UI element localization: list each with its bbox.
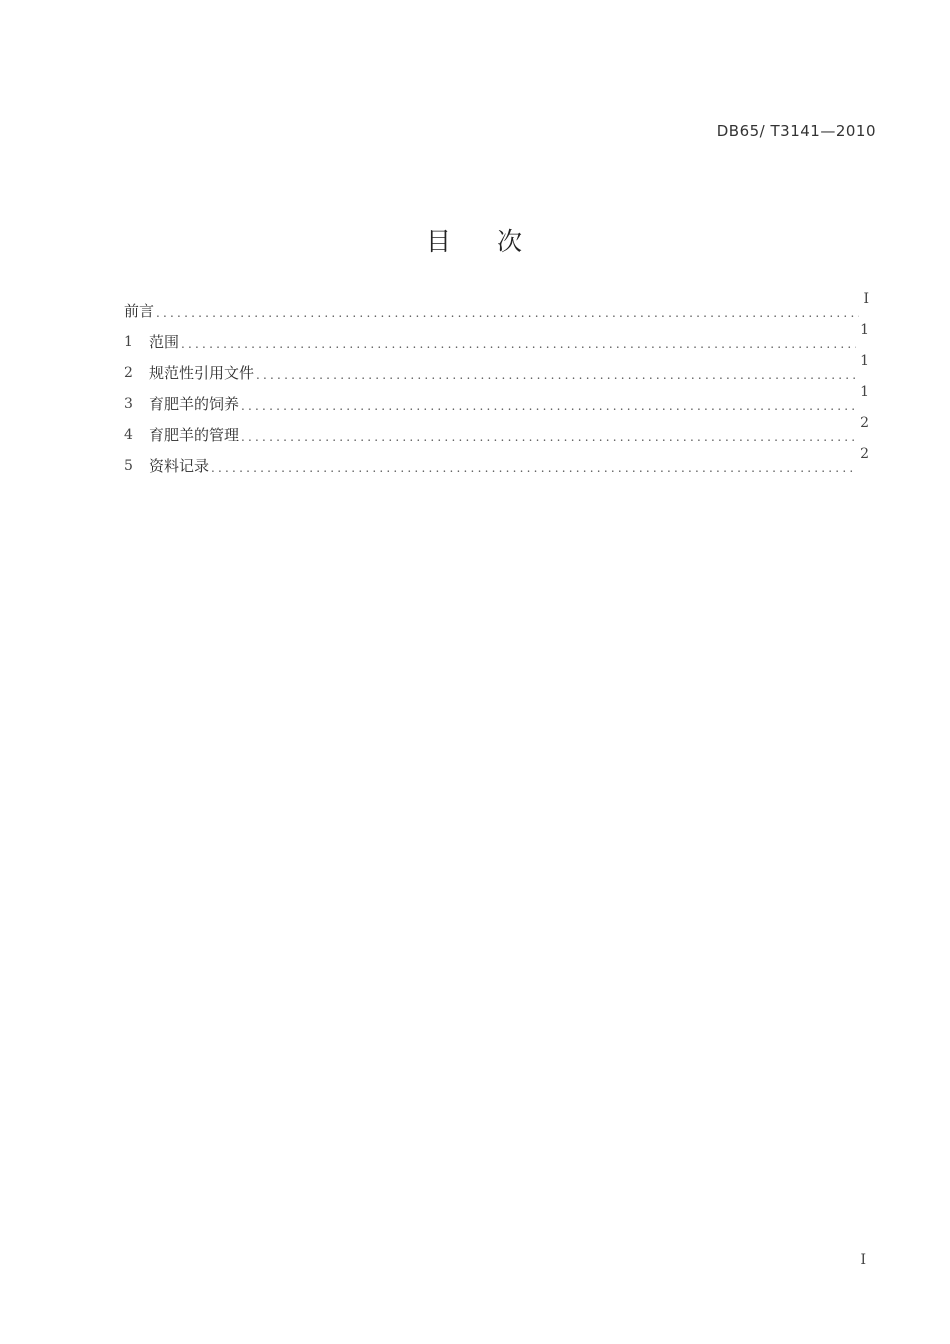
toc-leader-dots	[156, 300, 859, 327]
toc-entry-label: 资料记录	[149, 457, 210, 475]
toc-leader-dots	[256, 362, 856, 389]
toc-entry-number: 1	[124, 334, 133, 350]
toc-entry-page: I	[863, 291, 869, 307]
toc-entry-5[interactable]	[124, 446, 869, 482]
toc-entry-page: 1	[860, 353, 869, 369]
toc-entry-page: 2	[860, 415, 869, 431]
toc-entry-4[interactable]	[124, 415, 869, 451]
toc-entry-label: 育肥羊的饲养	[149, 395, 240, 413]
toc-leader-dots	[241, 393, 856, 420]
toc-entry-number: 5	[124, 458, 133, 474]
toc-leader-dots	[181, 331, 856, 358]
toc-entry-3[interactable]	[124, 384, 869, 420]
toc-leader-dots	[241, 424, 856, 451]
toc-entry-label: 范围	[149, 333, 180, 351]
toc-entry-label: 前言	[124, 302, 155, 320]
toc-entry-number: 2	[124, 365, 133, 381]
document-code: DB65/ T3141—2010	[716, 122, 876, 140]
toc-entry-1[interactable]	[124, 322, 869, 358]
page-number: I	[860, 1252, 866, 1268]
toc-entry-page: 1	[860, 322, 869, 338]
table-of-contents	[124, 291, 869, 482]
toc-entry-page: 2	[860, 446, 869, 462]
toc-entry-number: 3	[124, 396, 133, 412]
toc-entry-number: 4	[124, 427, 133, 443]
toc-entry-preface[interactable]	[124, 291, 869, 327]
toc-entry-page: 1	[860, 384, 869, 400]
toc-entry-2[interactable]	[124, 353, 869, 389]
toc-entry-label: 规范性引用文件	[149, 364, 255, 382]
toc-entry-label: 育肥羊的管理	[149, 426, 240, 444]
toc-title: 目次	[425, 227, 568, 256]
toc-leader-dots	[211, 455, 856, 482]
